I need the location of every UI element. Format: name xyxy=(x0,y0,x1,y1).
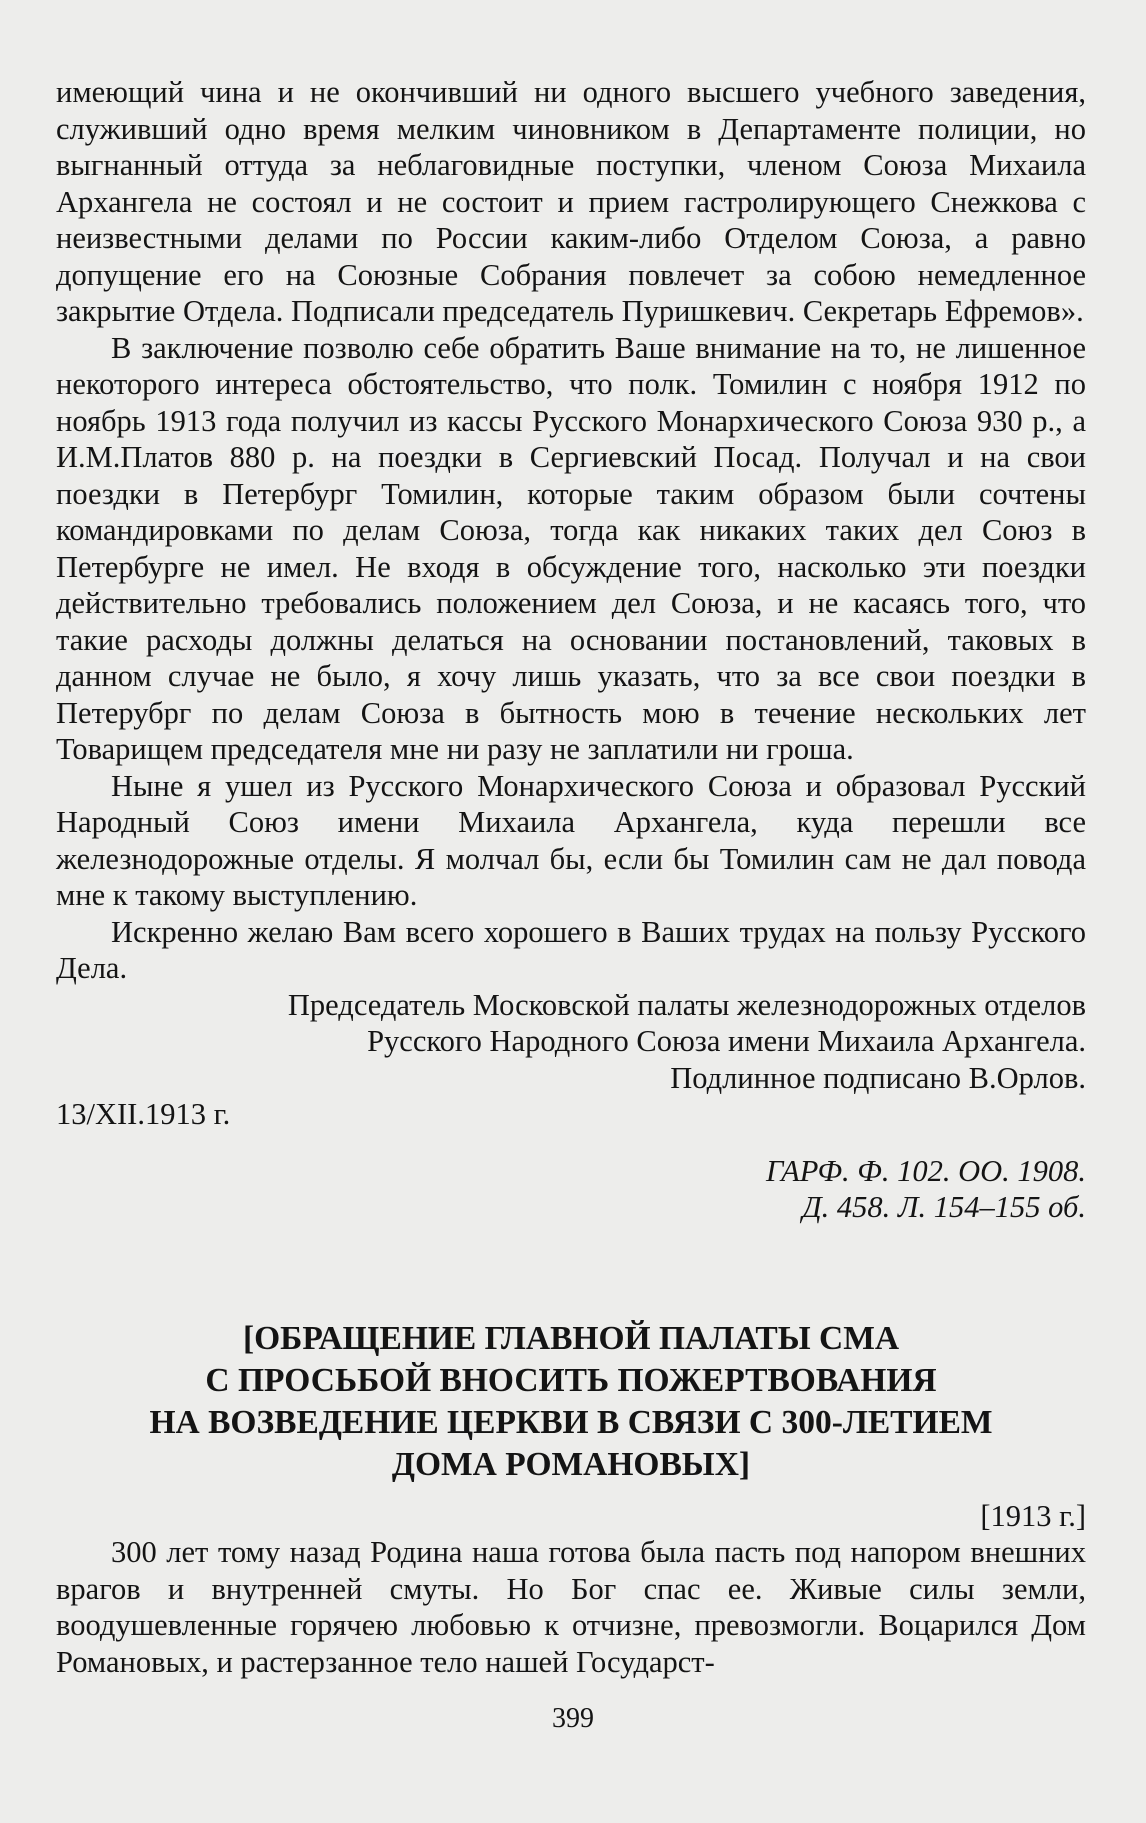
signature-line-1: Председатель Московской палаты железнодорожных отделов xyxy=(287,987,1086,1022)
heading-line-4: ДОМА РОМАНОВЫХ] xyxy=(391,1445,751,1483)
heading-line-1: [ОБРАЩЕНИЕ ГЛАВНОЙ ПАЛАТЫ СМА xyxy=(242,1319,900,1357)
section-paragraph: 300 лет тому назад Родина наша готова была пасть под напором внешних врагов и внутренней смуты. Но Бог спас ее. Живые силы земли, воодушевленные горячею любовью к отчизне, превозмогли. Воцарился Дом Романовых, и растерзанное тело нашей Государст- xyxy=(56,1535,1086,1679)
signature-line-2: Русского Народного Союза имени Михаила Архангела. xyxy=(367,1024,1086,1058)
paragraph-4: Искренно желаю Вам всего хорошего в Ваших трудах на пользу Русского Дела. xyxy=(56,914,1086,985)
document-page xyxy=(56,74,1086,1680)
signature-block xyxy=(56,987,1086,1097)
heading-line-3: НА ВОЗВЕДЕНИЕ ЦЕРКВИ В СВЯЗИ С 300-ЛЕТИЕМ xyxy=(149,1403,993,1441)
letter-date: 13/XII.1913 г. xyxy=(56,1097,231,1131)
archive-reference xyxy=(56,1153,1086,1226)
page-number: 399 xyxy=(552,1703,594,1734)
archive-line-2: Д. 458. Л. 154–155 об. xyxy=(802,1190,1086,1224)
section-date: [1913 г.] xyxy=(980,1498,1086,1533)
section-heading xyxy=(56,1318,1086,1486)
archive-line-1: ГАРФ. Ф. 102. ОО. 1908. xyxy=(766,1153,1086,1188)
paragraph-2: В заключение позволю себе обратить Ваше внимание на то, не лишенное некоторого интереса обстоятельство, что полк. Томилин с ноября 1912 по ноябрь 1913 года получил из кассы Русского Монархического Союза 930 р., а И.М.Платов 880 р. на поездки в Сергиевский Посад. Получал и на свои поездки в Петербург Томилин, которые таким образом были сочтены командировками по делам Союза, тогда как никаких таких дел Союз в Петербурге не имел. Не входя в обсуждение того, насколько эти поездки действительно требовались положением дел Союза, и не касаясь того, что такие расходы должны делаться на основании постановлений, таковых в данном случае не было, я хочу лишь указать, что за все свои поездки в Петерубрг по делам Союза в бытность мою в течение нескольких лет Товарищем председателя мне ни разу не заплатили ни гроша. xyxy=(56,330,1086,766)
paragraph-3: Ныне я ушел из Русского Монархического Союза и образовал Русский Народный Союз имени Михаила Архангела, куда перешли все железнодорожные отделы. Я молчал бы, если бы Томилин сам не дал повода мне к такому выступлению. xyxy=(56,768,1086,912)
paragraph-1: имеющий чина и не окончивший ни одного высшего учебного заведения, служивший одно время мелким чиновником в Департаменте полиции, но выгнанный оттуда за неблаговидные поступки, членом Союза Михаила Архангела не состоял и не состоит и прием гастролирующего Снежкова с неизвестными делами по России каким-либо Отделом Союза, а равно допущение его на Союзные Собрания повлечет за собою немедленное закрытие Отдела. Подписали председатель Пуришкевич. Секретарь Ефремов». xyxy=(56,75,1086,328)
signature-line-3: Подлинное подписано В.Орлов. xyxy=(670,1060,1086,1095)
heading-line-2: С ПРОСЬБОЙ ВНОСИТЬ ПОЖЕРТВОВАНИЯ xyxy=(205,1361,937,1399)
